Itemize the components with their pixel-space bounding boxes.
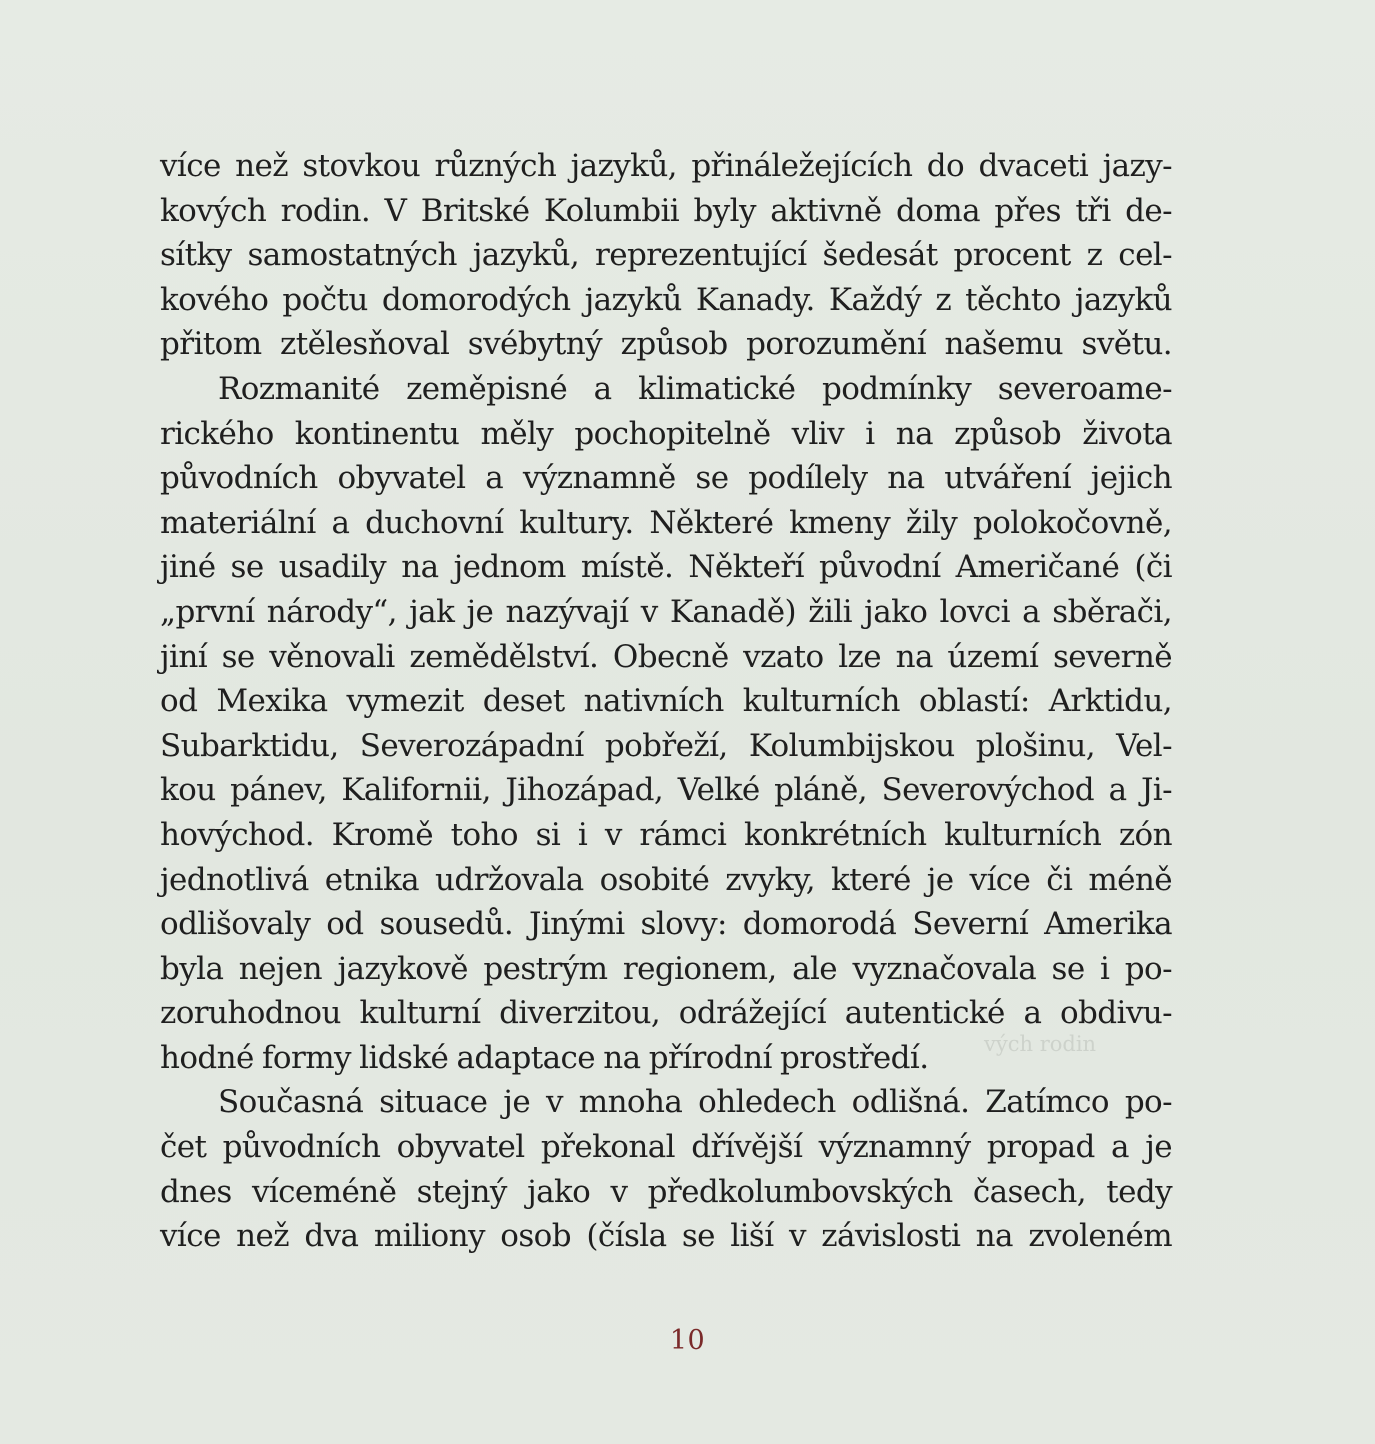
text-line: kových rodin. V Britské Kolumbii byly aktivně doma přes tři de- (160, 192, 1172, 229)
text-line: kového počtu domorodých jazyků Kanady. Každý z těchto jazyků (160, 281, 1172, 318)
paragraph-start-line: Rozmanité zeměpisné a klimatické podmínky severoame- (218, 370, 1172, 407)
text-line: zoruhodnou kulturní diverzitou, odrážející autentické a obdivu- (160, 995, 1172, 1032)
text-line: kou pánev, Kalifornii, Jihozápad, Velké pláně, Severovýchod a Ji- (160, 772, 1172, 809)
paragraph-start-line: Současná situace je v mnoha ohledech odlišná. Zatímco po- (218, 1084, 1172, 1121)
text-line: více než dva miliony osob (čísla se liší v závislosti na zvoleném (160, 1218, 1172, 1255)
text-line: „první národy“, jak je nazývají v Kanadě) žili jako lovci a sběrači, (160, 593, 1172, 630)
text-line: přitom ztělesňoval svébytný způsob porozumění našemu světu. (160, 326, 1172, 363)
text-line: Subarktidu, Severozápadní pobřeží, Kolumbijskou plošinu, Vel- (160, 727, 1172, 764)
bleed-through-text: vých rodin (984, 1032, 1097, 1056)
text-line: hovýchod. Kromě toho si i v rámci konkrétních kulturních zón (160, 816, 1172, 853)
text-line: jednotlivá etnika udržovala osobité zvyky, které je více či méně (160, 861, 1172, 898)
text-line: více než stovkou různých jazyků, přináležejících do dvaceti jazy- (160, 148, 1172, 184)
text-line: odlišovaly od sousedů. Jinými slovy: domorodá Severní Amerika (160, 906, 1172, 943)
text-line: materiální a duchovní kultury. Některé kmeny žily polokočovně, (160, 504, 1172, 541)
text-line: byla nejen jazykově pestrým regionem, ale vyznačovala se i po- (160, 950, 1172, 987)
page-number: 10 (669, 1325, 706, 1356)
body-text (160, 144, 1172, 1259)
text-line: původních obyvatel a významně se podílely na utváření jejich (160, 460, 1172, 497)
text-line: rického kontinentu měly pochopitelně vliv i na způsob života (160, 415, 1172, 452)
text-line: dnes víceméně stejný jako v předkolumbovských časech, tedy (160, 1173, 1172, 1210)
paragraph-end-line: hodné formy lidské adaptace na přírodní prostředí. (160, 1039, 929, 1076)
text-line: čet původních obyvatel překonal dřívější významný propad a je (160, 1129, 1172, 1166)
text-line: sítky samostatných jazyků, reprezentující šedesát procent z cel- (160, 237, 1172, 274)
text-line: jiní se věnovali zemědělství. Obecně vzato lze na území severně (160, 638, 1172, 675)
text-line: jiné se usadily na jednom místě. Někteří původní Američané (či (160, 549, 1172, 586)
text-line: od Mexika vymezit deset nativních kulturních oblastí: Arktidu, (160, 683, 1172, 720)
